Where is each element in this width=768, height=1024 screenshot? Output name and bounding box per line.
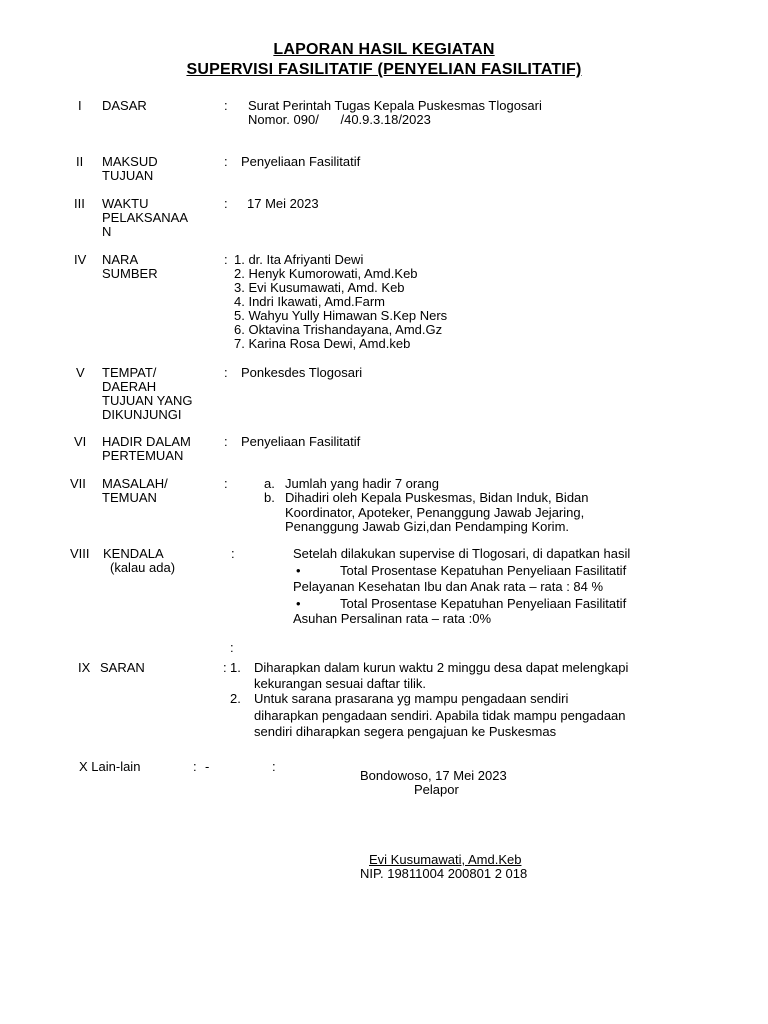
section-number: VII xyxy=(70,476,86,491)
section-value: Penyeliaan Fasilitatif xyxy=(241,434,361,449)
list-marker: a. xyxy=(264,476,275,491)
section-label-line: DAERAH xyxy=(102,379,157,394)
bullet-line: Total Prosentase Kepatuhan Penyeliaan Fasilitatif xyxy=(340,596,627,611)
bullet-line: Asuhan Persalinan rata – rata :0% xyxy=(293,611,492,626)
list-marker: 1. xyxy=(230,660,241,675)
section-label-line: DIKUNJUNGI xyxy=(102,407,182,422)
section-number: IV xyxy=(74,252,87,267)
section-value-line: Surat Perintah Tugas Kepala Puskesmas Tlogosari xyxy=(248,98,542,113)
section-sublabel: (kalau ada) xyxy=(110,560,176,575)
section-number: VI xyxy=(74,434,87,449)
list-item: 3. Evi Kusumawati, Amd. Keb xyxy=(234,280,405,295)
bullet-icon: • xyxy=(296,596,301,611)
section-label-line: TEMPAT/ xyxy=(102,365,157,380)
section-label: KENDALA xyxy=(103,546,164,561)
section-colon: : xyxy=(272,759,276,774)
section-colon: : xyxy=(231,546,235,561)
section-label: DASAR xyxy=(102,98,147,113)
section-label: X Lain-lain xyxy=(79,759,141,774)
list-marker: b. xyxy=(264,490,275,505)
document-title-line2: SUPERVISI FASILITATIF (PENYELIAN FASILITATIF) xyxy=(186,61,582,78)
list-item: 4. Indri Ikawati, Amd.Farm xyxy=(234,294,385,309)
section-value: Ponkesdes Tlogosari xyxy=(241,365,363,380)
section-label-line: PELAKSANAA xyxy=(102,210,188,225)
section-label: SARAN xyxy=(100,660,145,675)
section-number: I xyxy=(78,98,82,113)
section-number: II xyxy=(76,154,84,169)
bullet-line: Pelayanan Kesehatan Ibu dan Anak rata – rata : 84 % xyxy=(293,579,604,594)
list-marker: 2. xyxy=(230,691,241,706)
section-value-line: Nomor. 090/ /40.9.3.18/2023 xyxy=(248,112,431,127)
list-item: 1. dr. Ita Afriyanti Dewi xyxy=(234,252,364,267)
list-item-line: Koordinator, Apoteker, Penanggung Jawab Jejaring, xyxy=(285,505,585,520)
section-colon: : xyxy=(224,476,228,491)
section-colon: : xyxy=(224,98,228,113)
signature-role: Pelapor xyxy=(414,782,459,797)
list-item: 5. Wahyu Yully Himawan S.Kep Ners xyxy=(234,308,448,323)
signature-place-date: Bondowoso, 17 Mei 2023 xyxy=(360,768,507,783)
bullet-icon: • xyxy=(296,563,301,578)
section-colon: : xyxy=(224,252,228,267)
section-intro: Setelah dilakukan supervise di Tlogosari, di dapatkan hasil xyxy=(293,546,631,561)
list-item-line: Dihadiri oleh Kepala Puskesmas, Bidan Induk, Bidan xyxy=(285,490,589,505)
list-item-line: kekurangan sesuai daftar tilik. xyxy=(254,676,426,691)
list-item-line: diharapkan pengadaan sendiri. Apabila tidak mampu pengadaan xyxy=(254,708,626,723)
section-number: VIII xyxy=(70,546,90,561)
section-label-line: MAKSUD xyxy=(102,154,158,169)
document-title-line1: LAPORAN HASIL KEGIATAN xyxy=(273,41,495,58)
list-item-line: Diharapkan dalam kurun waktu 2 minggu desa dapat melengkapi xyxy=(254,660,629,675)
section-label-line: N xyxy=(102,224,112,239)
section-label-line: TEMUAN xyxy=(102,490,157,505)
section-label-line: SUMBER xyxy=(102,266,158,281)
section-label-line: TUJUAN YANG xyxy=(102,393,193,408)
section-label-line: PERTEMUAN xyxy=(102,448,184,463)
bullet-line: Total Prosentase Kepatuhan Penyeliaan Fasilitatif xyxy=(340,563,627,578)
list-item-line: Penanggung Jawab Gizi,dan Pendamping Korim. xyxy=(285,519,570,534)
section-colon: : xyxy=(224,154,228,169)
section-label-line: TUJUAN xyxy=(102,168,154,183)
section-number: V xyxy=(76,365,85,380)
list-item: 2. Henyk Kumorowati, Amd.Keb xyxy=(234,266,418,281)
signature-name: Evi Kusumawati, Amd.Keb xyxy=(369,852,522,867)
section-label-line: MASALAH/ xyxy=(102,476,168,491)
section-value: Penyeliaan Fasilitatif xyxy=(241,154,361,169)
signature-nip: NIP. 19811004 200801 2 018 xyxy=(360,866,528,881)
list-item-line: Untuk sarana prasarana yg mampu pengadaan sendiri xyxy=(254,691,569,706)
section-colon: : xyxy=(223,660,227,675)
section-number: IX xyxy=(78,660,91,675)
list-item-line: sendiri diharapkan segera pengajuan ke Puskesmas xyxy=(254,724,557,739)
section-colon: : xyxy=(193,759,197,774)
stray-colon: : xyxy=(230,640,234,655)
section-number: III xyxy=(74,196,85,211)
section-label-line: WAKTU xyxy=(102,196,149,211)
list-item-line: Jumlah yang hadir 7 orang xyxy=(285,476,439,491)
section-label-line: NARA xyxy=(102,252,139,267)
section-colon: : xyxy=(224,365,228,380)
section-value: 17 Mei 2023 xyxy=(247,196,319,211)
list-item: 6. Oktavina Trishandayana, Amd.Gz xyxy=(234,322,443,337)
section-value: - xyxy=(205,759,210,774)
list-item: 7. Karina Rosa Dewi, Amd.keb xyxy=(234,336,411,351)
section-colon: : xyxy=(224,196,228,211)
section-colon: : xyxy=(224,434,228,449)
section-label-line: HADIR DALAM xyxy=(102,434,191,449)
